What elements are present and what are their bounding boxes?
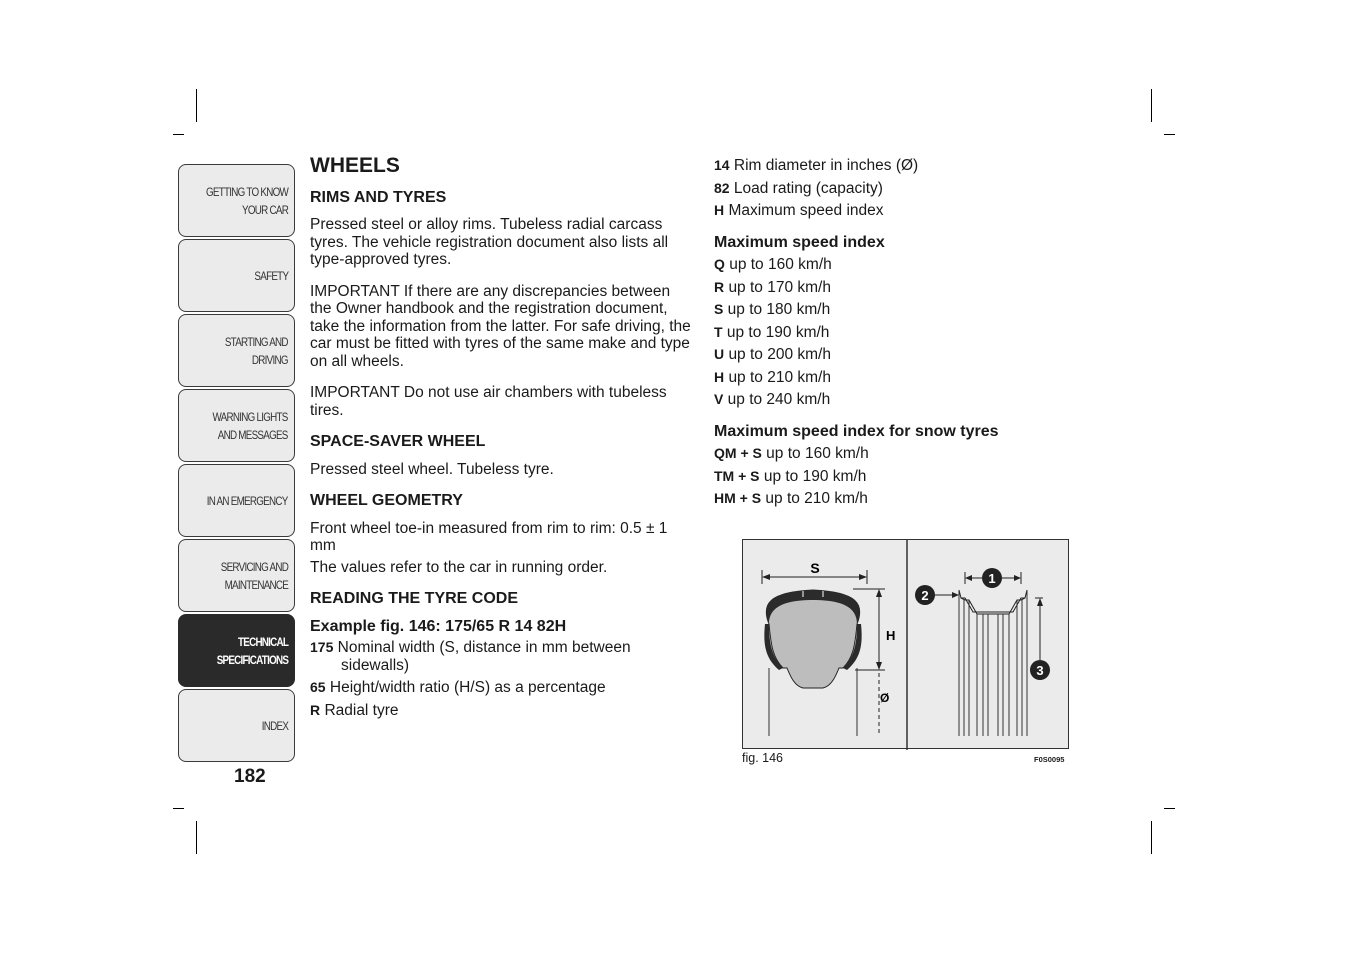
paragraph: IMPORTANT Do not use air chambers with tubeless tires. [310, 384, 667, 419]
tab-emergency[interactable]: IN AN EMERGENCY [178, 464, 295, 537]
crop-mark [1151, 89, 1152, 122]
list-item: U up to 200 km/h [714, 346, 831, 363]
page-title: WHEELS [310, 154, 400, 177]
paragraph: Pressed steel wheel. Tubeless tyre. [310, 460, 554, 478]
paragraph: Front wheel toe-in measured from rim to rim: 0.5 ± 1 mm [310, 519, 668, 554]
section-heading: READING THE TYRE CODE [310, 590, 519, 607]
figure-code: F0S0095 [1034, 755, 1065, 764]
crop-mark [1151, 821, 1152, 854]
list-item: R up to 170 km/h [714, 278, 831, 296]
tab-getting-to-know[interactable]: GETTING TO KNOW YOUR CAR [178, 164, 295, 237]
section-heading: WHEEL GEOMETRY [310, 492, 463, 509]
list-item: 175 Nominal width (S, distance in mm between sidewalls) [310, 639, 631, 674]
crop-mark [173, 134, 184, 135]
list-item: 65 Height/width ratio (H/S) as a percentage [310, 679, 606, 696]
list-item: T up to 190 km/h [714, 323, 830, 341]
callout-2: 2 [921, 588, 929, 603]
list-item: V up to 240 km/h [714, 391, 831, 408]
section-heading: SPACE-SAVER WHEEL [310, 433, 486, 450]
callout-3: 3 [1036, 663, 1044, 678]
tyre-diagram-svg [743, 540, 1070, 750]
label-diameter: Ø [880, 691, 890, 705]
list-item: 82 Load rating (capacity) [714, 179, 883, 197]
list-item: Q up to 160 km/h [714, 256, 832, 273]
figure-caption: fig. 146 [742, 751, 784, 765]
list-item: S up to 180 km/h [714, 301, 831, 318]
example-heading: Example fig. 146: 175/65 R 14 82H [310, 617, 567, 635]
crop-mark [1164, 134, 1175, 135]
list-item: H up to 210 km/h [714, 368, 831, 386]
crop-mark [196, 821, 197, 854]
list-item: TM + S up to 190 km/h [714, 467, 867, 485]
label-h: H [886, 628, 896, 643]
list-item: H Maximum speed index [714, 202, 884, 219]
paragraph: The values refer to the car in running order. [310, 558, 608, 576]
section-heading: RIMS AND TYRES [310, 188, 447, 206]
list-item: QM + S up to 160 km/h [714, 445, 869, 462]
callout-1: 1 [988, 571, 996, 586]
list-item: 14 Rim diameter in inches (Ø) [714, 157, 919, 174]
tab-servicing[interactable]: SERVICING AND MAINTENANCE [178, 539, 295, 612]
page-number: 182 [234, 766, 266, 787]
left-column [310, 154, 694, 724]
paragraph: Pressed steel or alloy rims. Tubeless radial carcass tyres. The vehicle registration document also lists all type-approved tyres. [310, 216, 669, 268]
label-s: S [810, 560, 820, 576]
list-item: R Radial tyre [310, 701, 399, 719]
tab-safety[interactable]: SAFETY [178, 239, 295, 312]
tab-starting-driving[interactable]: STARTING AND DRIVING [178, 314, 295, 387]
crop-mark [196, 89, 197, 122]
right-column [714, 157, 1074, 513]
tyre-diagram [742, 539, 1069, 749]
section-heading: Maximum speed index [714, 233, 885, 251]
crop-mark [173, 808, 184, 809]
tab-warning-lights[interactable]: WARNING LIGHTS AND MESSAGES [178, 389, 295, 462]
section-heading: Maximum speed index for snow tyres [714, 422, 999, 440]
tab-index[interactable]: INDEX [178, 689, 295, 762]
paragraph: IMPORTANT If there are any discrepancies between the Owner handbook and the registration document, take the information from the latter. For safe driving, the car must be fitted with tyres of the same make and type on all wheels. [310, 282, 691, 370]
tab-technical-specifications[interactable]: TECHNICAL SPECIFICATIONS [178, 614, 295, 687]
crop-mark [1164, 808, 1175, 809]
list-item: HM + S up to 210 km/h [714, 490, 868, 507]
